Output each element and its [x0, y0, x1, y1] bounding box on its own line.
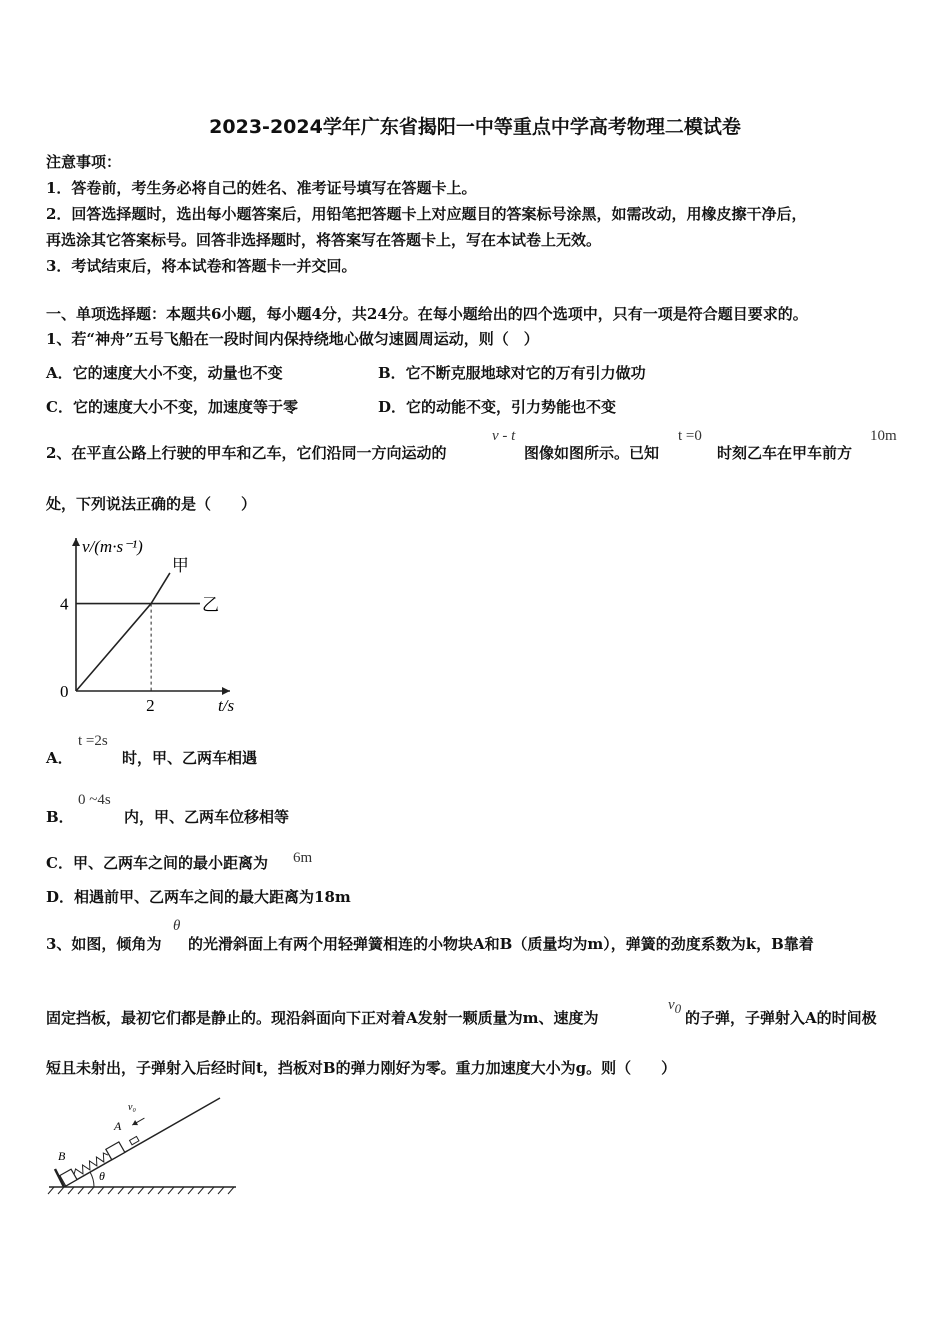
velocity-arrow-head: [131, 1120, 138, 1128]
page-title: 2023-2024学年广东省揭阳一中等重点中学高考物理二模试卷: [209, 116, 741, 138]
q2-option-b-label: B．: [46, 808, 74, 826]
q2-option-c-formula: 6m: [293, 850, 313, 866]
q2-option-a-formula: t =2s: [78, 733, 108, 749]
q2-option-c-text: C．甲、乙两车之间的最小距离为: [46, 854, 268, 872]
ground-hatching: [48, 1187, 234, 1194]
angle-arc: [90, 1172, 94, 1187]
bullet: [130, 1136, 139, 1144]
q2-stem-c: 时刻乙车在甲车前方: [717, 444, 853, 462]
y-tick-label: 4: [60, 594, 69, 614]
q3-stem-a: 3、如图，倾角为: [46, 935, 162, 953]
q3-line2-a: 固定挡板，最初它们都是静止的。现沿斜面向下正对着A发射一颗质量为m、速度为: [46, 1009, 599, 1027]
block-a: [106, 1142, 125, 1160]
notice-item-2-cont: 再选涂其它答案标号。回答非选择题时，将答案写在答题卡上，写在本试卷上无效。: [46, 231, 602, 249]
q2-stem-a: 2、在平直公路上行驶的甲车和乙车，它们沿同一方向运动的: [46, 444, 447, 462]
origin-label: 0: [60, 682, 69, 701]
q3-v0-symbol: v: [668, 997, 675, 1013]
notice-item-1: 1．答卷前，考生务必将自己的姓名、准考证号填写在答题卡上。: [46, 179, 477, 197]
x-axis-arrow: [222, 687, 230, 695]
q3-theta: θ: [173, 918, 181, 934]
label-b: B: [58, 1149, 66, 1163]
y-axis-arrow: [72, 538, 80, 546]
q3-incline-figure: [44, 1092, 244, 1202]
y-axis-label: v/(m·s⁻¹): [82, 537, 143, 556]
notice-item-3: 3．考试结束后，将本试卷和答题卡一并交回。: [46, 257, 357, 275]
notice-item-2: 2．回答选择题时，选出每小题答案后，用铅笔把答题卡上对应题目的答案标号涂黑，如需改动，用橡皮擦干净后，: [46, 205, 807, 223]
notice-heading: 注意事项：: [46, 153, 122, 171]
section-heading: 一、单项选择题：本题共6小题，每小题4分，共24分。在每小题给出的四个选项中，只有一项是符合题目要求的。: [46, 305, 808, 323]
label-theta: θ: [99, 1169, 105, 1183]
q1-option-d: D．它的动能不变，引力势能也不变: [378, 398, 617, 416]
series-line-1: [76, 573, 170, 691]
q2-option-a-text: 时，甲、乙两车相遇: [122, 749, 258, 767]
label-a: A: [114, 1119, 122, 1133]
q1-option-a: A．它的速度大小不变，动量也不变: [46, 364, 283, 382]
x-axis-label: t/s: [218, 696, 235, 715]
q2-stem-d: 处，下列说法正确的是（ ）: [46, 495, 257, 513]
q2-option-b-text: 内，甲、乙两车位移相等: [124, 808, 290, 826]
x-tick-label: 2: [146, 696, 155, 715]
q3-stem-b: 的光滑斜面上有两个用轻弹簧相连的小物块A和B（质量均为m），弹簧的劲度系数为k，B靠着: [188, 935, 814, 953]
q2-formula-t0: t =0: [678, 428, 702, 444]
q2-stem-b: 图像如图所示。已知: [524, 444, 660, 462]
q2-option-d: D．相遇前甲、乙两车之间的最大距离为18m: [46, 888, 351, 906]
q3-line3: 短且未射出，子弹射入后经时间t，挡板对B的弹力刚好为零。重力加速度大小为g。则（ ）: [46, 1059, 677, 1077]
series-label-2: 乙: [201, 595, 219, 615]
q2-option-a-label: A．: [46, 749, 73, 767]
q3-v0: [668, 997, 681, 1017]
q2-formula-vt: v - t: [492, 428, 516, 444]
q2-formula-10m: 10m: [870, 428, 897, 444]
q3-v0-subscript: 0: [674, 1001, 682, 1016]
q1-option-b: B．它不断克服地球对它的万有引力做功: [378, 364, 646, 382]
q1-stem: 1、若“神舟”五号飞船在一段时间内保持绕地心做匀速圆周运动，则（ ）: [46, 330, 539, 348]
incline-surface: [64, 1098, 220, 1187]
q2-vt-graph: [50, 528, 250, 718]
q3-line2-b: 的子弹，子弹射入A的时间极: [685, 1009, 877, 1027]
q2-option-b-formula: 0 ~4s: [78, 792, 111, 808]
series-label-1: 甲: [171, 555, 189, 575]
q1-option-c: C．它的速度大小不变，加速度等于零: [46, 398, 298, 416]
label-v0: v₀: [128, 1102, 136, 1113]
